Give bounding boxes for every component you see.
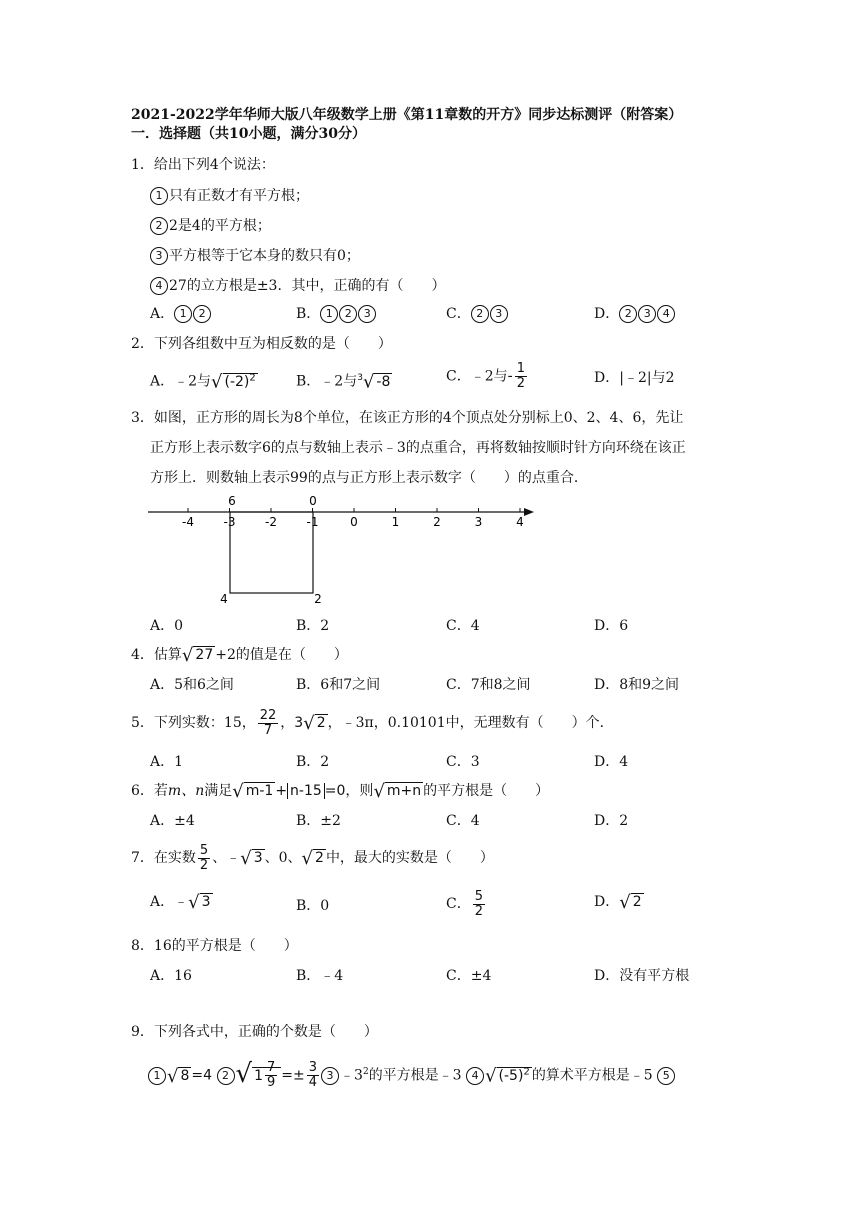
q3-option-d: D．6 [594, 618, 629, 634]
fraction: $\frac{5}{2}$ [474, 888, 483, 919]
tick-label: 2 [433, 515, 441, 529]
q2-stem: 2．下列各组数中互为相反数的是（ ） [131, 336, 392, 352]
section-heading: 一．选择题（共10小题，满分30分） [131, 126, 366, 142]
circled-number: 4 [150, 277, 168, 295]
q9-expressions: 1 √ 8 =4 2 √ 1 $\frac{7}{9}$ =± $\frac{3}{4}$ 3 $﹣3^2$的平方根是﹣3 4 √ $(-5)^2$ 的算术平方根是﹣5 5 [148, 1054, 676, 1095]
q5-stem: 5．下列实数：15， $\frac{22}{7}$ ，3√ 2 ，﹣3π，0.10101中，无理数有（ ）个． [131, 705, 614, 742]
q3-option-c: C．4 [446, 618, 480, 634]
tick-label: 4 [516, 515, 524, 529]
circled-number: 1 [150, 187, 168, 205]
corner-label-top-right: 0 [309, 494, 317, 508]
tick-label: -4 [182, 515, 194, 529]
q3-option-a: A．0 [150, 618, 184, 634]
tick-label: -3 [223, 515, 236, 529]
q4-option-b: B．6和7之间 [296, 677, 381, 693]
radical: √ 2 [303, 713, 326, 734]
q3-option-b: B．2 [296, 618, 330, 634]
q1-statement-4: 4 27的立方根是±3．其中，正确的有（ ） [150, 276, 445, 296]
q7-stem: 7．在实数 $\frac{5}{2}$ 、﹣√ 3 、0、√ 2 中，最大的实数是（ ） [131, 840, 494, 877]
circled-number: 3 [150, 247, 168, 265]
radical: √ 1 $\frac{7}{9}$ [236, 1056, 282, 1094]
corner-label-top-left: 6 [228, 494, 236, 508]
q5-option-d: D．4 [594, 754, 629, 770]
radical: √ 3 [240, 848, 263, 869]
fraction: $\frac{5}{2}$ [199, 842, 209, 873]
absolute-value: n-15 [287, 783, 325, 799]
q1-option-b: B． 1 2 3 [296, 304, 377, 324]
document-title: 2021-2022学年华师大版八年级数学上册《第11章数的开方》同步达标测评（附答案） [131, 107, 683, 123]
q7-option-d: D．√ 2 [594, 892, 642, 913]
q4-option-d: D．8和9之间 [594, 677, 680, 693]
radical: √ 27 [181, 645, 214, 666]
q8-option-b: B．﹣4 [296, 968, 344, 984]
tick-label: 3 [474, 515, 483, 529]
q6-option-c: C．4 [446, 813, 480, 829]
q6-stem: 6．若m、n满足√ m-1 + n-15 =0，则√ m+n 的平方根是（ ） [131, 781, 550, 802]
q1-stem: 1．给出下列4个说法： [131, 157, 275, 173]
fraction: $\frac{3}{4}$ [308, 1060, 318, 1091]
q4-stem: 4．估算√ 27 +2的值是在（ ） [131, 645, 348, 666]
q7-option-c: C． $\frac{5}{2}$ [446, 888, 483, 919]
q4-option-c: C．7和8之间 [446, 677, 531, 693]
q7-option-a: A．﹣√ 3 [150, 892, 211, 913]
circled-number: 2 [150, 217, 168, 235]
q6-option-a: A．±4 [150, 813, 195, 829]
q1-option-a: A． 1 2 [150, 304, 212, 324]
arrow-icon [524, 508, 534, 516]
fraction: $\frac{1}{2}$ [516, 361, 525, 391]
q9-stem: 9．下列各式中，正确的个数是（ ） [131, 1024, 378, 1040]
q2-option-c: C．﹣2与- $\frac{1}{2}$ [446, 361, 525, 391]
q8-option-d: D．没有平方根 [594, 968, 690, 984]
radical: √ m+n [373, 781, 422, 802]
q7-option-b: B．0 [296, 898, 330, 914]
q8-stem: 8．16的平方根是（ ） [131, 938, 298, 954]
radical: √ $(-2)^2$ [211, 371, 256, 393]
q1-option-d: D． 2 3 4 [594, 304, 676, 324]
tick-label: 1 [391, 515, 400, 529]
radical: √ 2 [619, 892, 642, 913]
q8-option-c: C．±4 [446, 968, 492, 984]
tick-group [182, 508, 524, 529]
cube-root: $^3$√ -8 [357, 371, 391, 393]
corner-label-bottom-right: 2 [314, 592, 322, 605]
radical: √ 3 [188, 892, 211, 913]
q5-option-c: C．3 [446, 754, 480, 770]
tick-label: -2 [265, 515, 277, 529]
number-line-square-figure [140, 490, 550, 605]
q1-statement-1: 1 只有正数才有平方根； [150, 186, 309, 206]
q8-option-a: A．16 [150, 968, 192, 984]
corner-label-bottom-left: 4 [220, 592, 228, 605]
q2-option-d: D．|﹣2|与2 [594, 370, 675, 386]
q3-line-2: 正方形上表示数字6的点与数轴上表示﹣3的点重合，再将数轴按顺时针方向环绕在该正 [150, 440, 686, 456]
q5-option-b: B．2 [296, 754, 330, 770]
tick-label: 0 [350, 515, 358, 529]
q1-statement-2: 2 2是4的平方根； [150, 216, 271, 236]
q5-option-a: A．1 [150, 754, 184, 770]
tick-label: -1 [306, 515, 319, 529]
q3-line-1: 3．如图，正方形的周长为8个单位，在该正方形的4个顶点处分别标上0、2、4、6，先让 [131, 410, 684, 426]
q6-option-b: B．±2 [296, 813, 341, 829]
radical: √ $(-5)^2$ [485, 1065, 530, 1087]
q6-option-d: D．2 [594, 813, 629, 829]
fraction: $\frac{22}{7}$ [259, 707, 277, 738]
q2-option-b: B．﹣2与$^3$√ -8 [296, 368, 392, 393]
q1-option-c: C． 2 3 [446, 304, 509, 324]
q2-option-a: A．﹣2与√ $(-2)^2$ [150, 368, 258, 393]
radical: √ 8 [167, 1065, 190, 1087]
q4-option-a: A．5和6之间 [150, 677, 234, 693]
q1-statement-3: 3 平方根等于它本身的数只有0； [150, 246, 360, 266]
radical: √ m-1 [232, 781, 274, 802]
radical: √ 2 [301, 848, 324, 869]
q3-line-3: 方形上．则数轴上表示99的点与正方形上表示数字（ ）的点重合． [150, 470, 588, 486]
